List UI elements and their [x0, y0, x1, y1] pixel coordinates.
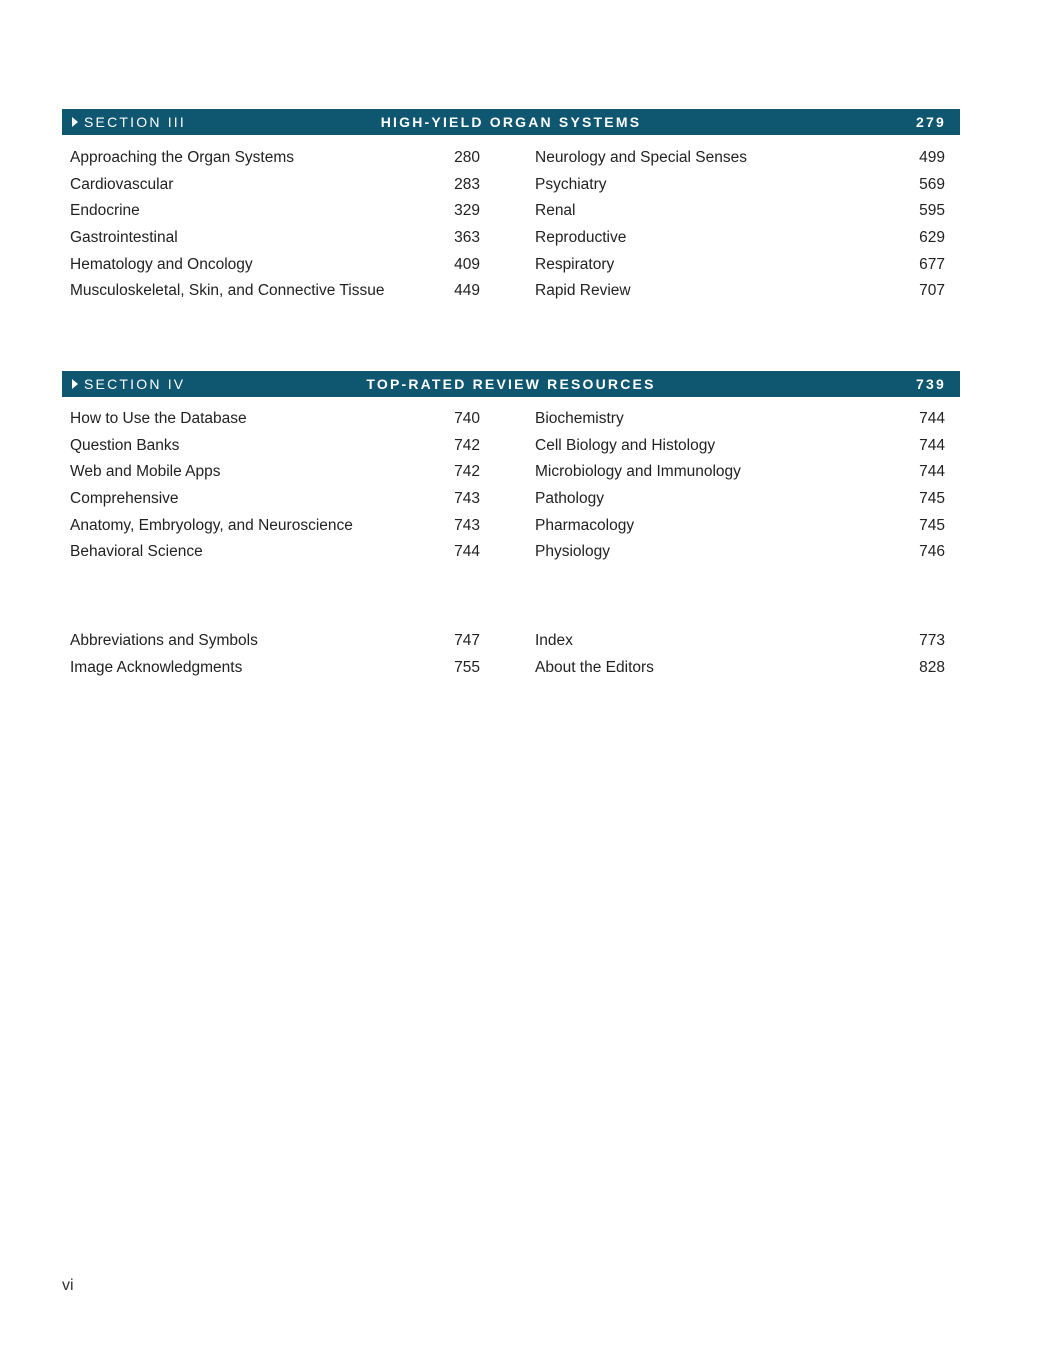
section-iv-entries: [70, 410, 945, 570]
entry-title[interactable]: About the Editors: [535, 658, 654, 676]
entry-title[interactable]: Abbreviations and Symbols: [70, 632, 258, 649]
entry-title[interactable]: Web and Mobile Apps: [70, 463, 221, 481]
entry-title[interactable]: How to Use the Database: [70, 410, 247, 427]
entry-title[interactable]: Pharmacology: [535, 516, 635, 534]
section-label: SECTION III: [84, 114, 186, 130]
toc-row: [70, 256, 945, 283]
entry-page[interactable]: 677: [919, 255, 945, 273]
entry-title[interactable]: Anatomy, Embryology, and Neuroscience: [70, 516, 353, 534]
entry-page[interactable]: 742: [454, 463, 480, 481]
entry-page[interactable]: 745: [919, 490, 945, 508]
entry-page[interactable]: 747: [454, 632, 480, 649]
entry-page[interactable]: 740: [454, 410, 480, 427]
entry-title[interactable]: Biochemistry: [535, 410, 624, 427]
entry-title[interactable]: Gastrointestinal: [70, 229, 178, 247]
entry-page[interactable]: 743: [454, 516, 480, 534]
page-folio: vi: [62, 1277, 74, 1294]
entry-title[interactable]: Index: [535, 632, 573, 649]
entry-title[interactable]: Psychiatry: [535, 175, 607, 193]
entry-title[interactable]: Cell Biology and Histology: [535, 436, 716, 454]
entry-page[interactable]: 449: [454, 282, 480, 300]
entry-title[interactable]: Musculoskeletal, Skin, and Connective Tissue: [70, 282, 385, 300]
entry-title[interactable]: Rapid Review: [535, 282, 631, 300]
toc-row: [70, 517, 945, 544]
entry-page[interactable]: 755: [454, 658, 480, 676]
entry-page[interactable]: 569: [919, 175, 945, 193]
toc-row: [70, 490, 945, 517]
entry-title[interactable]: Neurology and Special Senses: [535, 149, 747, 166]
entry-page[interactable]: 707: [919, 282, 945, 300]
entry-page[interactable]: 773: [919, 632, 945, 649]
entry-title[interactable]: Cardiovascular: [70, 175, 174, 193]
entry-title[interactable]: Reproductive: [535, 229, 627, 247]
entry-title[interactable]: Respiratory: [535, 255, 615, 273]
entry-page[interactable]: 280: [454, 149, 480, 166]
entry-page[interactable]: 745: [919, 516, 945, 534]
toc-row: [70, 282, 945, 309]
toc-row: [70, 229, 945, 256]
entry-page[interactable]: 742: [454, 436, 480, 454]
entry-page[interactable]: 744: [919, 463, 945, 481]
entry-title[interactable]: Question Banks: [70, 436, 180, 454]
entry-title[interactable]: Microbiology and Immunology: [535, 463, 741, 481]
entry-page[interactable]: 499: [919, 149, 945, 166]
back-matter-entries: [70, 632, 945, 685]
section-page[interactable]: 279: [916, 114, 946, 130]
entry-page[interactable]: 746: [919, 543, 945, 561]
section-label: SECTION IV: [84, 376, 186, 392]
toc-row: [70, 463, 945, 490]
toc-row: [70, 437, 945, 464]
entry-title[interactable]: Endocrine: [70, 202, 140, 220]
section-header-iii: [62, 109, 960, 135]
toc-row: [70, 632, 945, 659]
entry-page[interactable]: 744: [454, 543, 480, 561]
entry-page[interactable]: 283: [454, 175, 480, 193]
toc-row: [70, 659, 945, 686]
section-header-iv: [62, 371, 960, 397]
entry-page[interactable]: 595: [919, 202, 945, 220]
entry-title[interactable]: Approaching the Organ Systems: [70, 149, 295, 166]
toc-row: [70, 410, 945, 437]
toc-row: [70, 149, 945, 176]
entry-title[interactable]: Behavioral Science: [70, 543, 203, 561]
entry-page[interactable]: 744: [919, 436, 945, 454]
entry-title[interactable]: Physiology: [535, 543, 610, 561]
entry-page[interactable]: 743: [454, 490, 480, 508]
entry-page[interactable]: 744: [919, 410, 945, 427]
entry-page[interactable]: 828: [919, 658, 945, 676]
entry-title[interactable]: Image Acknowledgments: [70, 658, 243, 676]
toc-row: [70, 202, 945, 229]
entry-title[interactable]: Renal: [535, 202, 576, 220]
section-title: TOP-RATED REVIEW RESOURCES: [366, 376, 656, 392]
section-title: HIGH-YIELD ORGAN SYSTEMS: [380, 114, 642, 130]
entry-page[interactable]: 363: [454, 229, 480, 247]
section-page[interactable]: 739: [916, 376, 946, 392]
toc-row: [70, 176, 945, 203]
entry-page[interactable]: 409: [454, 255, 480, 273]
entry-title[interactable]: Hematology and Oncology: [70, 255, 253, 273]
entry-page[interactable]: 629: [919, 229, 945, 247]
entry-title[interactable]: Pathology: [535, 490, 604, 508]
entry-page[interactable]: 329: [454, 202, 480, 220]
entry-title[interactable]: Comprehensive: [70, 490, 179, 508]
toc-row: [70, 543, 945, 570]
section-iii-entries: [70, 149, 945, 309]
